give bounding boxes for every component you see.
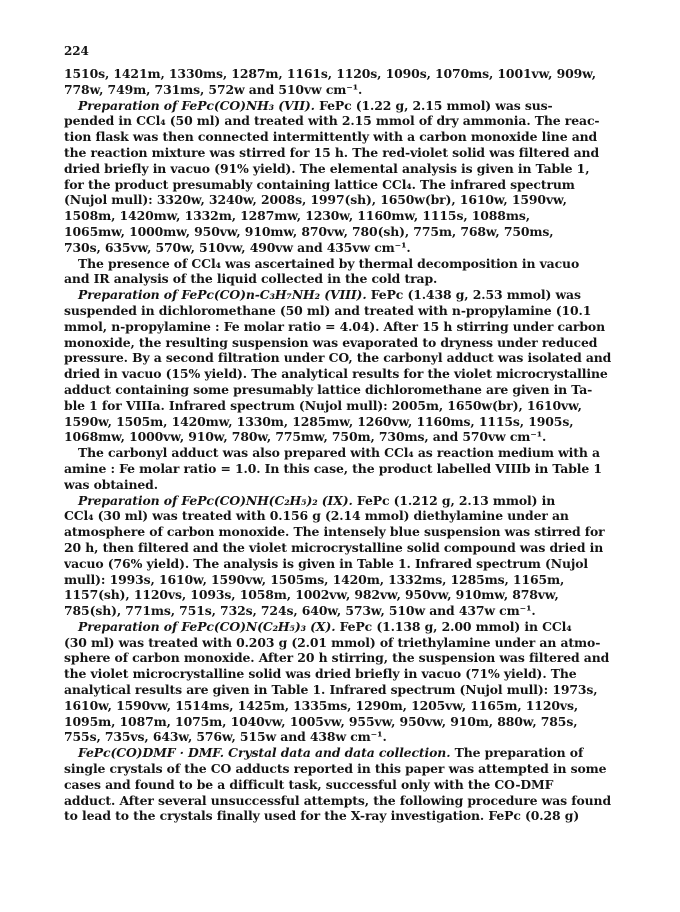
text-line: FePc(CO)DMF · DMF. Crystal data and data collection. The preparation of bbox=[78, 745, 584, 761]
text-line: sphere of carbon monoxide. After 20 h stirring, the suspension was filtered and bbox=[64, 650, 610, 666]
text-line: 1510s, 1421m, 1330ms, 1287m, 1161s, 1120s, 1090s, 1070ms, 1001vw, 909w, bbox=[64, 66, 596, 81]
text-line: 785(sh), 771ms, 751s, 732s, 724s, 640w, 573w, 510w and 437w cm⁻¹. bbox=[64, 603, 536, 619]
text-line: amine : Fe molar ratio = 1.0. In this case, the product labelled VIIIb in Table 1 bbox=[64, 460, 602, 476]
text-line: monoxide, the resulting suspension was evaporated to dryness under reduced bbox=[64, 334, 598, 350]
text-line: vacuo (76% yield). The analysis is given in Table 1. Infrared spectrum (Nujol bbox=[64, 555, 589, 571]
paragraph bbox=[64, 287, 649, 445]
text-line: suspended in dichloromethane (50 ml) and treated with n-propylamine (10.1 bbox=[64, 302, 592, 318]
paragraph bbox=[64, 619, 649, 745]
text-line: 1590w, 1505m, 1420mw, 1330m, 1285mw, 1260vw, 1160ms, 1115s, 1905s, bbox=[64, 413, 574, 429]
text-line: adduct containing some presumably lattice dichloromethane are given in Ta- bbox=[64, 381, 593, 397]
text-line: dried briefly in vacuo (91% yield). The elemental analysis is given in Table 1, bbox=[64, 160, 590, 176]
paragraph bbox=[64, 66, 649, 98]
text-line: ble 1 for VIIIa. Infrared spectrum (Nujol mull): 2005m, 1650w(br), 1610vw, bbox=[64, 397, 582, 413]
text-line: for the product presumably containing lattice CCl₄. The infrared spectrum bbox=[64, 176, 575, 192]
text-line: 778w, 749m, 731ms, 572w and 510vw cm⁻¹. bbox=[64, 81, 363, 97]
text-line: 730s, 635vw, 570w, 510vw, 490vw and 435vw cm⁻¹. bbox=[64, 239, 411, 255]
text-line: The carbonyl adduct was also prepared with CCl₄ as reaction medium with a bbox=[78, 445, 600, 461]
text-line: 1065mw, 1000mw, 950vw, 910mw, 870vw, 780(sh), 775m, 768w, 750ms, bbox=[64, 223, 554, 239]
text-line: the reaction mixture was stirred for 15 h. The red-violet solid was filtered and bbox=[64, 144, 600, 160]
text-line: mull): 1993s, 1610w, 1590vw, 1505ms, 1420m, 1332ms, 1285ms, 1165m, bbox=[64, 571, 565, 587]
text-line: tion flask was then connected intermittently with a carbon monoxide line and bbox=[64, 129, 598, 145]
text-line: was obtained. bbox=[64, 476, 158, 492]
text-line: 1157(sh), 1120vs, 1093s, 1058m, 1002vw, 982vw, 950vw, 910mw, 878vw, bbox=[64, 587, 559, 603]
text-line: Preparation of FePc(CO)NH(C₂H₅)₂ (IX). FePc (1.212 g, 2.13 mmol) in bbox=[78, 492, 556, 508]
text-line: pended in CCl₄ (50 ml) and treated with 2.15 mmol of dry ammonia. The reac- bbox=[64, 113, 600, 129]
text-line: Preparation of FePc(CO)n-C₃H₇NH₂ (VIII). FePc (1.438 g, 2.53 mmol) was bbox=[78, 287, 581, 303]
text-line: mmol, n-propylamine : Fe molar ratio = 4.04). After 15 h stirring under carbon bbox=[64, 318, 605, 334]
text-line: 1508m, 1420mw, 1332m, 1287mw, 1230w, 1160mw, 1115s, 1088ms, bbox=[64, 208, 530, 224]
paragraph bbox=[64, 493, 649, 619]
text-line: (30 ml) was treated with 0.203 g (2.01 mmol) of triethylamine under an atmo- bbox=[64, 634, 601, 650]
paragraph bbox=[64, 745, 649, 824]
text-line: 1095m, 1087m, 1075m, 1040vw, 1005vw, 955vw, 950vw, 910m, 880w, 785s, bbox=[64, 713, 578, 729]
text-line: 755s, 735vs, 643w, 576w, 515w and 438w cm⁻¹. bbox=[64, 729, 387, 745]
body-text bbox=[64, 66, 649, 824]
text-line: 20 h, then filtered and the violet microcrystalline solid compound was dried in bbox=[64, 539, 604, 555]
text-line: analytical results are given in Table 1. Infrared spectrum (Nujol mull): 1973s, bbox=[64, 682, 598, 698]
text-line: to lead to the crystals finally used for the X-ray investigation. FePc (0.28 g) bbox=[64, 808, 580, 824]
text-line: pressure. By a second filtration under CO, the carbonyl adduct was isolated and bbox=[64, 350, 612, 366]
text-line: (Nujol mull): 3320w, 3240w, 2008s, 1997(sh), 1650w(br), 1610w, 1590vw, bbox=[64, 192, 567, 208]
text-line: The presence of CCl₄ was ascertained by thermal decomposition in vacuo bbox=[78, 255, 580, 271]
paragraph bbox=[64, 256, 649, 288]
paragraph bbox=[64, 445, 649, 492]
text-line: Preparation of FePc(CO)NH₃ (VII). FePc (1.22 g, 2.15 mmol) was sus- bbox=[78, 97, 553, 113]
text-line: Preparation of FePc(CO)N(C₂H₅)₃ (X). FePc (1.138 g, 2.00 mmol) in CCl₄ bbox=[78, 618, 572, 634]
text-line: CCl₄ (30 ml) was treated with 0.156 g (2.14 mmol) diethylamine under an bbox=[64, 508, 569, 524]
text-line: 1610w, 1590vw, 1514ms, 1425m, 1335ms, 1290m, 1205vw, 1165m, 1120vs, bbox=[64, 697, 579, 713]
text-line: adduct. After several unsuccessful attempts, the following procedure was found bbox=[64, 792, 612, 808]
text-line: single crystals of the CO adducts reported in this paper was attempted in some bbox=[64, 761, 607, 777]
text-line: the violet microcrystalline solid was dried briefly in vacuo (71% yield). The bbox=[64, 666, 577, 682]
text-line: atmosphere of carbon monoxide. The intensely blue suspension was stirred for bbox=[64, 524, 605, 540]
paragraph bbox=[64, 98, 649, 256]
page-number: 224 bbox=[64, 44, 89, 58]
text-line: and IR analysis of the liquid collected in the cold trap. bbox=[64, 271, 438, 287]
text-line: cases and found to be a difficult task, successful only with the CO-DMF bbox=[64, 776, 554, 792]
text-line: 1068mw, 1000vw, 910w, 780w, 775mw, 750m, 730ms, and 570vw cm⁻¹. bbox=[64, 429, 547, 445]
text-line: dried in vacuo (15% yield). The analytical results for the violet microcrystalline bbox=[64, 366, 608, 382]
